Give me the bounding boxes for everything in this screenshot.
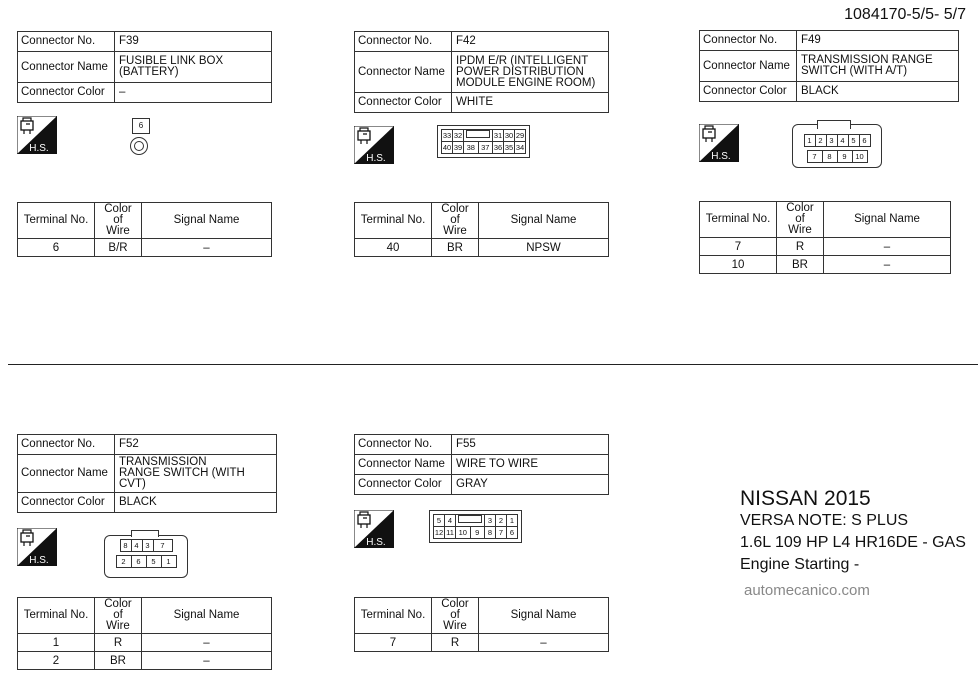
connector-name-label: Connector Name xyxy=(355,52,452,93)
color-of-wire-header: Color of Wire xyxy=(777,202,824,238)
connector-name-value: IPDM E/R (INTELLIGENT POWER DISTRIBUTION MODULE ENGINE ROOM) xyxy=(452,52,609,93)
connector-no-label: Connector No. xyxy=(355,435,452,455)
terminal-cell: 10 xyxy=(700,256,777,274)
table-row xyxy=(700,256,951,274)
terminal-no-header: Terminal No. xyxy=(700,202,777,238)
pin-label: 2 xyxy=(116,556,131,568)
connector-color-label: Connector Color xyxy=(18,493,115,513)
signal-cell: – xyxy=(824,256,951,274)
section-divider xyxy=(8,364,978,365)
connector-color-value: GRAY xyxy=(452,475,609,495)
vehicle-make: NISSAN 2015 xyxy=(740,487,871,510)
pin-label: 5 xyxy=(146,556,161,568)
page-id: 1084170-5/5- 5/7 xyxy=(844,6,966,23)
connector-no-label: Connector No. xyxy=(355,32,452,52)
connector-name-label: Connector Name xyxy=(18,52,115,83)
pin-label: 6 xyxy=(131,556,146,568)
vehicle-info xyxy=(740,488,966,602)
signal-cell: NPSW xyxy=(479,239,609,257)
wire-cell: BR xyxy=(95,652,142,670)
terminal-cell: 2 xyxy=(18,652,95,670)
wire-cell: R xyxy=(777,238,824,256)
pin-label: 5 xyxy=(434,515,445,527)
connector-no-label: Connector No. xyxy=(700,31,797,51)
connector-f52-face xyxy=(104,535,188,578)
signal-cell: – xyxy=(824,238,951,256)
vehicle-system: Engine Starting - xyxy=(740,556,860,573)
pin-label: 9 xyxy=(837,151,852,163)
terminal-no-header: Terminal No. xyxy=(18,203,95,239)
pin-label: 7 xyxy=(153,540,172,552)
pin-label: 1 xyxy=(804,135,815,147)
signal-name-header: Signal Name xyxy=(142,598,272,634)
color-of-wire-header: Color of Wire xyxy=(432,203,479,239)
table-row xyxy=(355,239,609,257)
signal-name-header: Signal Name xyxy=(479,598,609,634)
pin-label: 1 xyxy=(507,515,518,527)
harness-side-icon xyxy=(354,126,394,164)
terminal-table-f55 xyxy=(354,597,609,652)
pin-label: 38 xyxy=(464,142,479,154)
connector-name-value: WIRE TO WIRE xyxy=(452,455,609,475)
pin-label: 40 xyxy=(442,142,452,152)
terminal-cell: 7 xyxy=(700,238,777,256)
connector-color-label: Connector Color xyxy=(18,83,115,103)
pin-label: 10 xyxy=(456,527,471,539)
pin-label: 3 xyxy=(826,135,837,147)
pin-label: 6 xyxy=(859,135,870,147)
pin-label: 8 xyxy=(822,151,837,163)
color-of-wire-header: Color of Wire xyxy=(432,598,479,634)
pin-label: 2 xyxy=(496,515,507,527)
site-watermark: automecanico.com xyxy=(744,582,870,599)
connector-no-value: F52 xyxy=(115,435,277,455)
pin-label: 10 xyxy=(852,151,867,163)
pin-label: 30 xyxy=(504,130,514,140)
connector-color-label: Connector Color xyxy=(355,475,452,495)
table-row xyxy=(18,652,272,670)
pin-label: 4 xyxy=(445,515,456,527)
pin-label: 1 xyxy=(161,556,176,568)
pin-label: 36 xyxy=(493,142,503,152)
terminal-table-f52 xyxy=(17,597,272,670)
pin-6-label: 6 xyxy=(132,118,150,134)
wire-cell: BR xyxy=(432,239,479,257)
terminal-cell: 1 xyxy=(18,634,95,652)
connector-key xyxy=(456,515,485,527)
connector-no-label: Connector No. xyxy=(18,32,115,52)
signal-cell: – xyxy=(142,634,272,652)
color-of-wire-header: Color of Wire xyxy=(95,203,142,239)
vehicle-model: VERSA NOTE: S PLUS xyxy=(740,512,909,529)
signal-name-header: Signal Name xyxy=(142,203,272,239)
signal-name-header: Signal Name xyxy=(479,203,609,239)
svg-text:H.S.: H.S. xyxy=(29,143,49,154)
signal-cell: – xyxy=(142,239,272,257)
signal-cell: – xyxy=(142,652,272,670)
wire-cell: R xyxy=(95,634,142,652)
terminal-no-header: Terminal No. xyxy=(18,598,95,634)
connector-f52-info xyxy=(17,434,277,513)
connector-color-value: BLACK xyxy=(797,82,959,102)
connector-name-value: FUSIBLE LINK BOX (BATTERY) xyxy=(115,52,272,83)
connector-no-value: F39 xyxy=(115,32,272,52)
pin-label: 9 xyxy=(470,527,485,539)
wire-cell: BR xyxy=(777,256,824,274)
connector-color-value: WHITE xyxy=(452,93,609,113)
pin-label: 12 xyxy=(434,527,444,537)
pin-label: 8 xyxy=(120,540,131,552)
pin-label: 34 xyxy=(515,142,525,152)
harness-side-icon xyxy=(354,510,394,548)
pin-label: 2 xyxy=(815,135,826,147)
table-row xyxy=(18,634,272,652)
connector-color-value: – xyxy=(115,83,272,103)
pin-label: 37 xyxy=(478,142,493,154)
pin-label: 5 xyxy=(848,135,859,147)
svg-text:H.S.: H.S. xyxy=(29,555,49,566)
terminal-table-f39 xyxy=(17,202,272,257)
connector-f49-info xyxy=(699,30,959,102)
pin-label: 6 xyxy=(507,527,518,539)
terminal-no-header: Terminal No. xyxy=(355,598,432,634)
table-row xyxy=(355,634,609,652)
vehicle-engine: 1.6L 109 HP L4 HR16DE - GAS xyxy=(740,534,966,551)
wire-cell: B/R xyxy=(95,239,142,257)
pin-label: 35 xyxy=(504,142,514,152)
connector-name-value: TRANSMISSION RANGE SWITCH (WITH CVT) xyxy=(115,455,277,493)
connector-color-value: BLACK xyxy=(115,493,277,513)
terminal-no-header: Terminal No. xyxy=(355,203,432,239)
connector-name-value: TRANSMISSION RANGE SWITCH (WITH A/T) xyxy=(797,51,959,82)
svg-text:H.S.: H.S. xyxy=(366,537,386,548)
harness-side-icon xyxy=(17,528,57,566)
connector-color-label: Connector Color xyxy=(355,93,452,113)
harness-side-icon xyxy=(17,116,57,154)
connector-name-label: Connector Name xyxy=(700,51,797,82)
connector-f39-info xyxy=(17,31,272,103)
pin-label: 3 xyxy=(142,540,153,552)
connector-no-value: F55 xyxy=(452,435,609,455)
pin-label: 4 xyxy=(837,135,848,147)
pin-label: 7 xyxy=(807,151,822,163)
connector-f39-face xyxy=(130,118,150,155)
terminal-cell: 7 xyxy=(355,634,432,652)
terminal-cell: 40 xyxy=(355,239,432,257)
pin-label: 11 xyxy=(446,527,454,537)
harness-side-icon xyxy=(699,124,739,162)
connector-color-label: Connector Color xyxy=(700,82,797,102)
terminal-table-f49 xyxy=(699,201,951,274)
connector-no-value: F42 xyxy=(452,32,609,52)
svg-text:H.S.: H.S. xyxy=(711,151,731,162)
connector-f42-info xyxy=(354,31,609,113)
connector-name-label: Connector Name xyxy=(355,455,452,475)
terminal-cell: 6 xyxy=(18,239,95,257)
color-of-wire-header: Color of Wire xyxy=(95,598,142,634)
table-row xyxy=(18,239,272,257)
svg-text:H.S.: H.S. xyxy=(366,153,386,164)
pin-6-circle xyxy=(130,137,148,155)
pin-label: 7 xyxy=(496,527,507,539)
connector-f55-face xyxy=(429,510,522,543)
connector-key xyxy=(464,130,493,142)
pin-label: 3 xyxy=(485,515,496,527)
pin-label: 8 xyxy=(485,527,496,539)
connector-no-label: Connector No. xyxy=(18,435,115,455)
pin-label: 32 xyxy=(453,130,463,140)
pin-label: 4 xyxy=(131,540,142,552)
connector-name-label: Connector Name xyxy=(18,455,115,493)
pin-label: 29 xyxy=(515,130,525,140)
wire-cell: R xyxy=(432,634,479,652)
pin-label: 33 xyxy=(442,130,452,140)
pin-label: 31 xyxy=(493,130,503,140)
signal-cell: – xyxy=(479,634,609,652)
connector-f49-face xyxy=(792,124,882,168)
connector-no-value: F49 xyxy=(797,31,959,51)
connector-f42-face xyxy=(437,125,530,158)
table-row xyxy=(700,238,951,256)
pin-label: 39 xyxy=(453,142,463,152)
connector-f55-info xyxy=(354,434,609,495)
terminal-table-f42 xyxy=(354,202,609,257)
signal-name-header: Signal Name xyxy=(824,202,951,238)
